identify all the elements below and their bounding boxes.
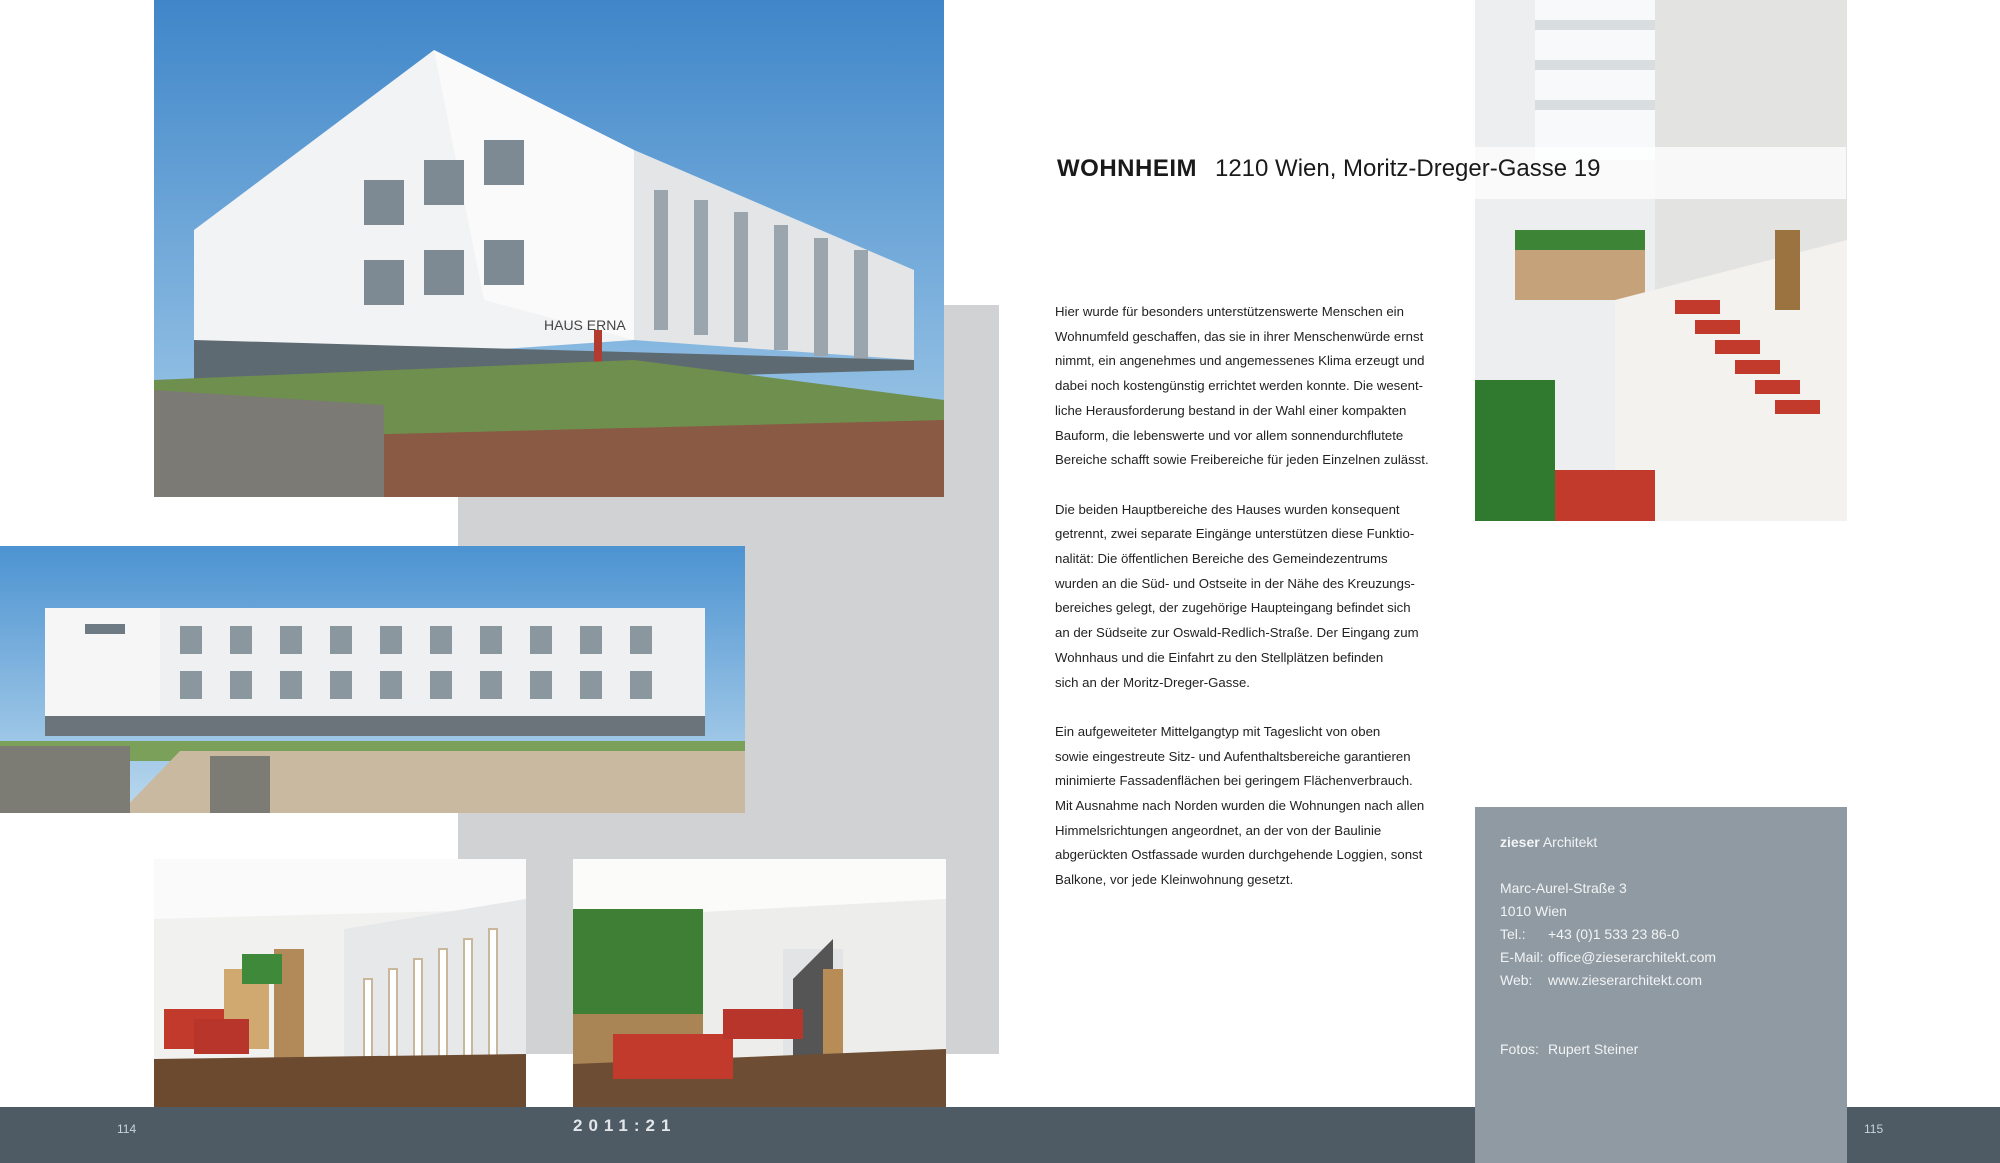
page-number-left: 114 bbox=[117, 1122, 137, 1136]
body-text bbox=[1055, 300, 1435, 918]
photo-interior-lounge bbox=[573, 859, 946, 1107]
email-label: E-Mail: bbox=[1500, 949, 1544, 965]
paragraph-1: Hier wurde für besonders unterstützenswerte Menschen ein Wohnumfeld geschaffen, das sie in ihrer Menschenwürde ernst nimmt, ein angenehmes und angemessenes Klima erzeugt und dabei noch kostengünstig errichtet werden konnte. Die wesent- liche Herausforderung bestand in der Wahl einer kompakten Bauform, die lebenswerte und vor allem sonnendurchflutete Bereiche schafft sowie Freibereiche für jeden Einzelnen zulässt. bbox=[1055, 304, 1429, 468]
architect-tel bbox=[1500, 926, 1679, 942]
firm-name-rest: Architekt bbox=[1539, 834, 1598, 850]
firm-name-bold: zieser bbox=[1500, 834, 1540, 850]
tel-value: +43 (0)1 533 23 86-0 bbox=[1548, 926, 1680, 942]
tel-label: Tel.: bbox=[1500, 926, 1526, 942]
web-value[interactable]: www.zieserarchitekt.com bbox=[1548, 972, 1703, 988]
architect-firm bbox=[1500, 834, 1597, 850]
project-title bbox=[1057, 155, 1600, 183]
architect-street: Marc-Aurel-Straße 3 bbox=[1500, 880, 1627, 896]
magazine-logo: 2011:21 bbox=[573, 1116, 677, 1135]
email-value[interactable]: office@zieserarchitekt.com bbox=[1548, 949, 1717, 965]
paragraph-2: Die beiden Hauptbereiche des Hauses wurden konsequent getrennt, zwei separate Eingänge unterstützen diese Funktio- nalität: Die öffentlichen Bereiche des Gemeindezentrums wurden an die Süd- und Ostseite in der Nähe des Kreuzungs- bereiches gelegt, der zugehörige Haupteingang befindet sich an der Südseite zur Oswald-Redlich-Straße. Der Eingang zum Wohnhaus und die Einfahrt zu den Stellplätzen befinden sich an der Moritz-Dreger-Gasse. bbox=[1055, 501, 1419, 690]
project-label: WOHNHEIM bbox=[1057, 155, 1197, 182]
architect-info-box bbox=[1475, 807, 1847, 1163]
photographer-name: Rupert Steiner bbox=[1548, 1041, 1639, 1057]
photo-interior-stairs bbox=[154, 859, 526, 1107]
project-address: 1210 Wien, Moritz-Dreger-Gasse 19 bbox=[1214, 155, 1601, 182]
architect-city: 1010 Wien bbox=[1500, 903, 1567, 919]
paragraph-3: Ein aufgeweiteter Mittelgangtyp mit Tageslicht von oben sowie eingestreute Sitz- und Aufenthaltsbereiche garantieren minimierte Fassadenflächen bei geringem Flächenverbrauch. Mit Ausnahme nach Norden wurden die Wohnungen nach allen Himmelsrichtungen angeordnet, an der von der Baulinie abgerückten Ostfassade wurden durchgehende Loggien, sonst Balkone, vor jede Kleinwohnung gesetzt. bbox=[1055, 723, 1425, 888]
photo-label: Fotos: bbox=[1500, 1041, 1539, 1057]
architect-web bbox=[1500, 972, 1702, 988]
page-number-right: 115 bbox=[1864, 1122, 1884, 1136]
photo-exterior-perspective bbox=[154, 0, 944, 497]
photo-atrium bbox=[1475, 0, 1847, 521]
web-label: Web: bbox=[1500, 972, 1533, 988]
building-sign: HAUS ERNA bbox=[544, 317, 626, 333]
photo-credit bbox=[1500, 1041, 1638, 1057]
photo-exterior-front bbox=[0, 546, 745, 813]
architect-email bbox=[1500, 949, 1716, 965]
